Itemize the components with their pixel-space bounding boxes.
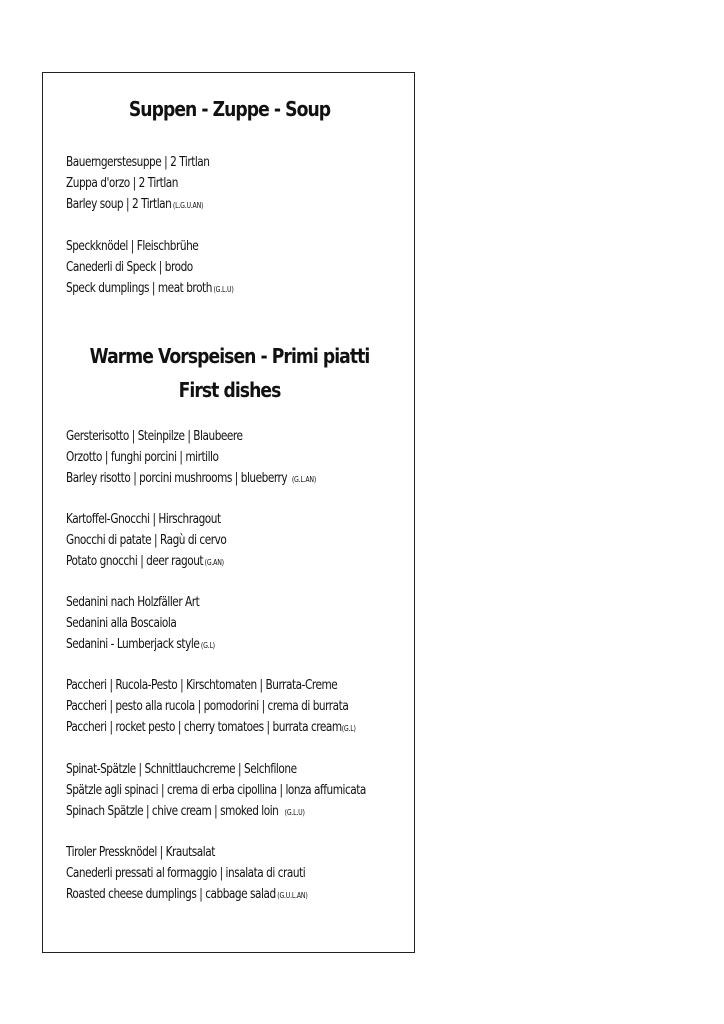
- menu-item: [66, 236, 416, 299]
- menu-card: [42, 72, 415, 953]
- menu-item: [66, 509, 416, 572]
- dish-name-en: [66, 278, 339, 299]
- allergen-codes: (G.L.AN): [291, 475, 317, 484]
- dish-name-it: Canederli di Speck | brodo: [66, 259, 193, 275]
- dish-name-en-text: Barley risotto | porcini mushrooms | blueberry: [66, 470, 288, 486]
- dish-name-en-text: Sedanini - Lumberjack style: [66, 636, 200, 652]
- dish-name-de: Paccheri | Rucola-Pesto | Kirschtomaten | Burrata-Creme: [66, 677, 338, 693]
- dish-name-en-text: Speck dumplings | meat broth: [66, 280, 212, 296]
- dish-name-en: [66, 468, 339, 489]
- dish-name-en-text: Paccheri | rocket pesto | cherry tomatoes | burrata cream: [66, 719, 342, 735]
- dish-name-de: Sedanini nach Holzfäller Art: [66, 594, 200, 610]
- dish-name-it: Orzotto | funghi porcini | mirtillo: [66, 449, 219, 465]
- dish-name-de: Bauerngerstesuppe | 2 Tirtlan: [66, 154, 210, 170]
- section-title-soup: Suppen - Zuppe - Soup: [128, 97, 331, 121]
- allergen-codes: (G.L.U): [284, 808, 305, 817]
- allergen-codes: (G.L.U): [213, 285, 234, 294]
- dish-name-de: Spinat-Spätzle | Schnittlauchcreme | Selchfilone: [66, 761, 297, 777]
- allergen-codes: (G.L): [200, 641, 215, 650]
- dish-name-de: Speckknödel | Fleischbrühe: [66, 238, 199, 254]
- dish-name-en: [66, 801, 339, 822]
- dish-name-en: [66, 884, 339, 905]
- menu-item: [66, 152, 416, 215]
- dish-name-en: [66, 194, 339, 215]
- allergen-codes: (L.G.U.AN): [172, 201, 204, 210]
- allergen-codes: (G.U.L.AN): [277, 891, 308, 900]
- dish-name-en: [66, 634, 339, 655]
- dish-name-de: Gersterisotto | Steinpilze | Blaubeere: [66, 428, 243, 444]
- dish-name-it: Paccheri | pesto alla rucola | pomodorini | crema di burrata: [66, 698, 349, 714]
- menu-item: [66, 759, 416, 822]
- section-title-first-dishes-line1: Warme Vorspeisen - Primi piatti: [89, 344, 370, 368]
- dish-name-en-text: Roasted cheese dumplings | cabbage salad: [66, 886, 276, 902]
- dish-name-en: [66, 717, 356, 738]
- section-title-first-dishes-line2: First dishes: [178, 378, 281, 402]
- dish-name-it: Spätzle agli spinaci | crema di erba cipollina | lonza affumicata: [66, 782, 366, 798]
- menu-item: [66, 842, 416, 905]
- menu-item: [66, 675, 416, 738]
- dish-name-de: Kartoffel-Gnocchi | Hirschragout: [66, 511, 221, 527]
- menu-item: [66, 592, 416, 655]
- dish-name-en-text: Spinach Spätzle | chive cream | smoked loin: [66, 803, 279, 819]
- dish-name-en-text: Potato gnocchi | deer ragout: [66, 553, 204, 569]
- menu-item: [66, 426, 416, 489]
- dish-name-en: [66, 551, 339, 572]
- dish-name-it: Canederli pressati al formaggio | insalata di crauti: [66, 865, 306, 881]
- dish-name-it: Gnocchi di patate | Ragù di cervo: [66, 532, 227, 548]
- dish-name-it: Zuppa d'orzo | 2 Tirtlan: [66, 175, 178, 191]
- allergen-codes: (G.L): [341, 724, 356, 733]
- allergen-codes: (G.AN): [204, 558, 224, 567]
- dish-name-en-text: Barley soup | 2 Tirtlan: [66, 196, 172, 212]
- dish-name-de: Tiroler Pressknödel | Krautsalat: [66, 844, 215, 860]
- dish-name-it: Sedanini alla Boscaiola: [66, 615, 177, 631]
